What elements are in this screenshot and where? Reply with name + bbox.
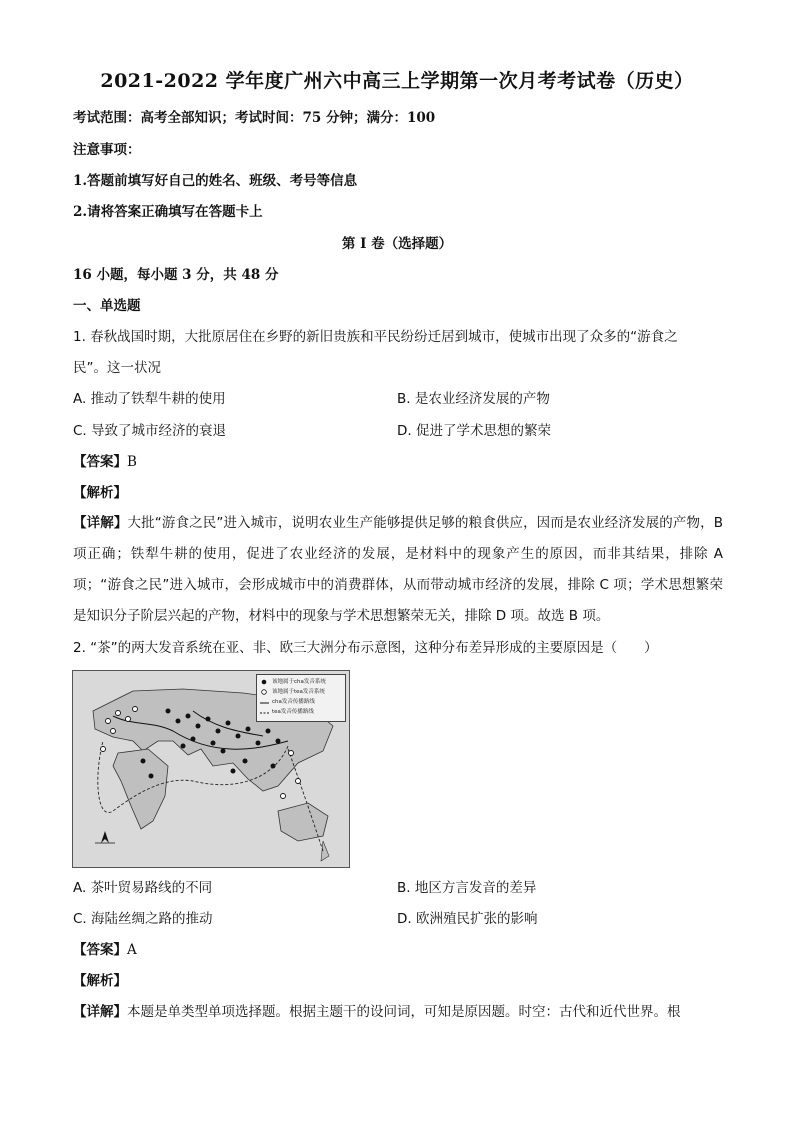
q1-answer	[73, 452, 137, 472]
q1-stem-line1: 1. 春秋战国时期，大批原居住在乡野的新旧贵族和平民纷纷迁居到城市，使城市出现了众多的“游食之	[73, 329, 678, 345]
answer-value: B	[127, 454, 137, 470]
exam-info: 考试范围：高考全部知识；考试时间：75 分钟；满分：100	[73, 110, 436, 126]
q2-analysis-tag: 【解析】	[73, 973, 127, 989]
section-title: 第 I 卷（选择题）	[341, 236, 453, 252]
q2-stem: 2. “茶”的两大发音系统在亚、非、欧三大洲分布示意图，这种分布差异形成的主要原因是（ ）	[73, 640, 658, 656]
q1-option-a: A. 推动了铁犁牛耕的使用	[73, 391, 226, 407]
detail-text: 大批“游食之民”进入城市，说明农业生产能够提供足够的粮食供应，因而是农业经济发展的产物，B 项正确；铁犁牛耕的使用，促进了农业经济的发展，是材料中的现象产生的原因，而非其结果，排除 A 项；“游食之民”进入城市，会形成城市中的消费群体，从而带动城市经济的发展，排除 C 项；学术思想繁荣是知识分子阶层兴起的产物，材料中的现象与学术思想繁荣无关，排除 D 项。故选 B 项。	[73, 515, 724, 624]
detail-text: 本题是单类型单项选择题。根据主题干的设问词，可知是原因题。时空：古代和近代世界。根	[127, 1004, 681, 1020]
q1-option-d: D. 促进了学术思想的繁荣	[397, 423, 551, 439]
q1-detail	[73, 508, 723, 632]
legend-item: 该地属于cha发音系统	[272, 679, 326, 685]
tea-pronunciation-map	[72, 670, 350, 868]
note-1: 1.答题前填写好自己的姓名、班级、考号等信息	[73, 173, 358, 189]
q1-option-b: B. 是农业经济发展的产物	[397, 391, 550, 407]
q2-answer	[73, 940, 137, 960]
q2-option-a: A. 茶叶贸易路线的不同	[73, 880, 213, 896]
legend-item: tea发音传播路线	[272, 709, 314, 715]
q2-option-c: C. 海陆丝绸之路的推动	[73, 911, 213, 927]
detail-tag: 【详解】	[73, 1004, 127, 1020]
detail-tag: 【详解】	[73, 515, 128, 531]
section-summary: 16 小题，每小题 3 分，共 48 分	[73, 267, 279, 283]
note-2: 2.请将答案正确填写在答题卡上	[73, 204, 263, 220]
answer-tag: 【答案】	[73, 454, 127, 470]
q1-analysis-tag: 【解析】	[73, 485, 127, 501]
notes-title: 注意事项：	[73, 142, 141, 158]
q1-stem-line2: 民”。这一状况	[73, 360, 161, 376]
exam-title: 2021-2022 学年度广州六中高三上学期第一次月考考试卷（历史）	[100, 70, 694, 92]
q1-option-c: C. 导致了城市经济的衰退	[73, 423, 227, 439]
map-legend	[256, 674, 346, 722]
legend-item: cha发音传播路线	[272, 699, 315, 705]
q2-option-d: D. 欧洲殖民扩张的影响	[397, 911, 538, 927]
question-type: 一、单选题	[73, 298, 141, 314]
legend-item: 该地属于tea发音系统	[272, 689, 325, 695]
compass-icon	[95, 831, 115, 843]
answer-tag: 【答案】	[73, 942, 127, 958]
q2-option-b: B. 地区方言发音的差异	[397, 880, 537, 896]
q2-detail	[73, 1002, 681, 1022]
answer-value: A	[127, 942, 137, 958]
